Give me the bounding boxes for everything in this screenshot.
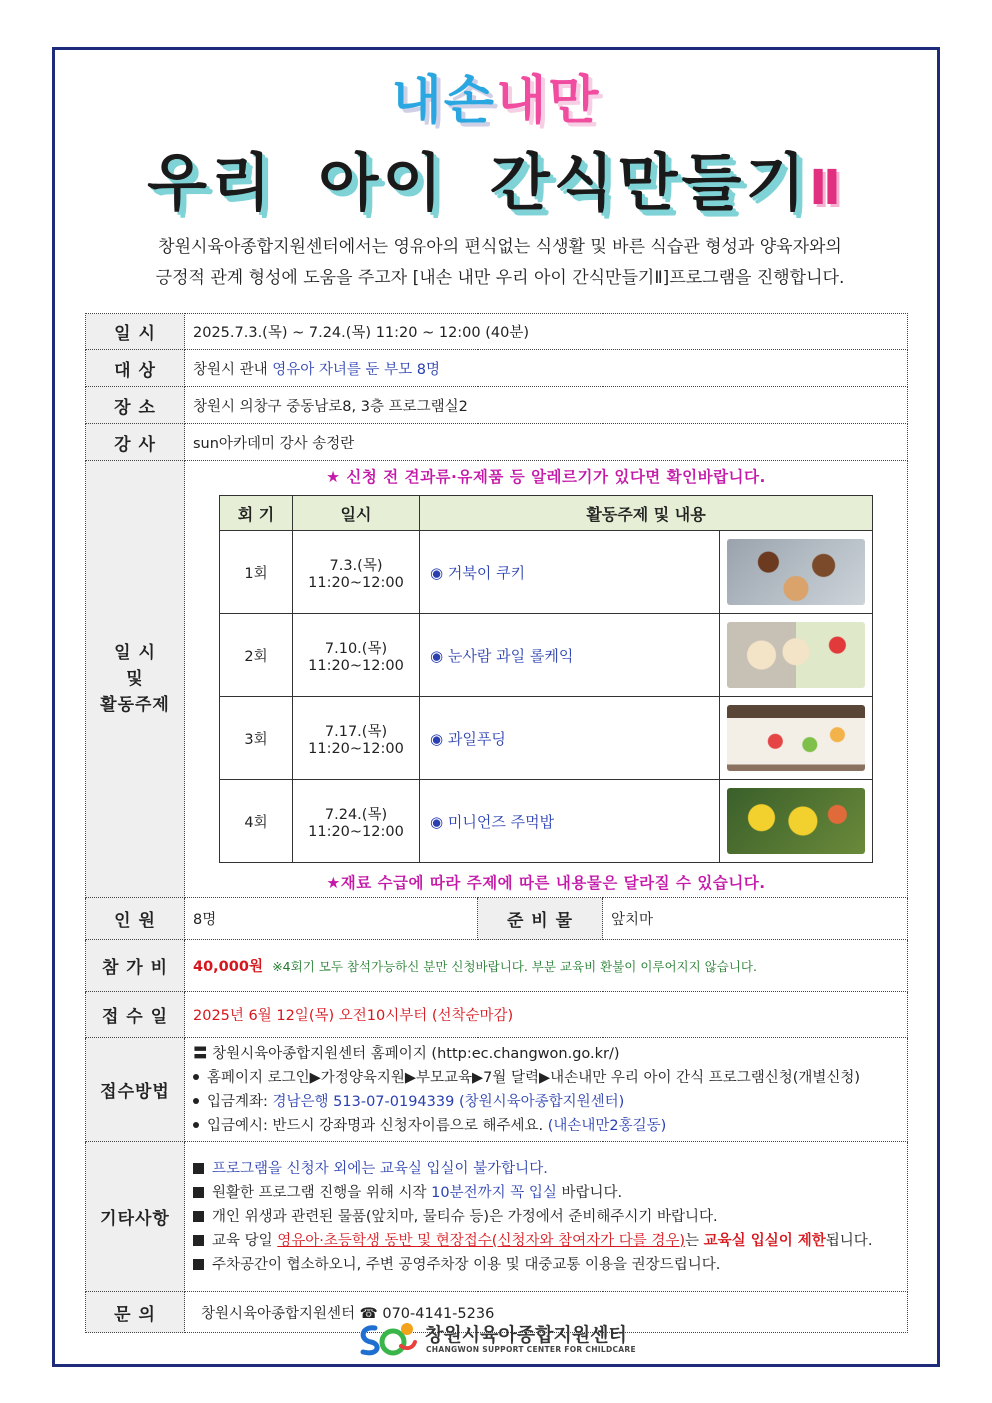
header-datetime: 일시: [293, 496, 420, 531]
table-row: [220, 697, 873, 780]
capacity-value: 8명: [185, 898, 478, 940]
session-topic: ◉ 눈사람 과일 롤케익: [420, 614, 720, 697]
capacity-label: 인 원: [86, 898, 185, 940]
intro-line-1: 창원시육아종합지원센터에서는 영유아의 편식없는 식생활 및 바른 식습관 형성과 양육자와의: [158, 237, 842, 257]
minions-rice-ball-photo: [727, 788, 865, 854]
place-value: 창원시 의창구 중동남로8, 3층 프로그램실2: [185, 387, 908, 424]
date-label: 일 시: [86, 314, 185, 350]
intro-line-2: 긍정적 관계 형성에 도움을 주고자 [내손 내만 우리 아이 간식만들기Ⅱ]프로그램을 진행합니다.: [155, 268, 845, 288]
account-line: 입금계좌: 경남은행 513-07-0194339 (창원시육아종합지원센터): [193, 1090, 899, 1114]
session-datetime: 7.24.(목) 11:20~12:00: [293, 780, 420, 863]
date-value: 2025.7.3.(목) ~ 7.24.(목) 11:20 ~ 12:00 (40분): [185, 314, 908, 350]
session-number: 2회: [220, 614, 293, 697]
reception-value: 2025년 6월 12일(목) 오전10시부터 (선착순마감): [185, 992, 908, 1038]
fruit-pudding-photo: [727, 705, 865, 771]
table-row: [220, 531, 873, 614]
footer-org-name: 창원시육아종합지원센터: [425, 1324, 627, 1346]
method-value: [185, 1038, 908, 1142]
contact-label: 문 의: [86, 1292, 185, 1333]
center-logo-icon: [355, 1320, 419, 1358]
snowman-roll-cake-photo: [727, 622, 865, 688]
session-datetime: 7.3.(목) 11:20~12:00: [293, 531, 420, 614]
header-topic: 활동주제 및 내용: [420, 496, 873, 531]
session-topic: ◉ 미니언즈 주먹밥: [420, 780, 720, 863]
session-topic: ◉ 과일푸딩: [420, 697, 720, 780]
turtle-cookie-photo: [727, 539, 865, 605]
session-number: 4회: [220, 780, 293, 863]
prep-label: 준 비 물: [478, 898, 603, 940]
intro-text: [70, 232, 930, 294]
place-label: 장 소: [86, 387, 185, 424]
footer-org-english: CHANGWON SUPPORT CENTER FOR CHILDCARE: [426, 1345, 636, 1354]
header-session: 회 기: [220, 496, 293, 531]
etc-item: 개인 위생과 관련된 물품(앞치마, 물티슈 등)은 가정에서 준비해주시기 바랍니다.: [193, 1205, 899, 1229]
lecturer-label: 강 사: [86, 424, 185, 461]
etc-item: 주차공간이 협소하오니, 주변 공영주차장 이용 및 대중교통 이용을 권장드립니다.: [193, 1253, 899, 1277]
etc-item: 원활한 프로그램 진행을 위해 시작 10분전까지 꼭 입실 바랍니다.: [193, 1181, 899, 1205]
program-info-table: [85, 313, 908, 1333]
fee-value: 40,000원 ※4회기 모두 참석가능하신 분만 신청바랍니다. 부분 교육비 환불이 이루어지지 않습니다.: [185, 940, 908, 992]
target-label: 대 상: [86, 350, 185, 387]
target-value: 창원시 관내 영유아 자녀를 둔 부모 8명: [185, 350, 908, 387]
table-row: [220, 780, 873, 863]
method-label: 접수방법: [86, 1038, 185, 1142]
allergy-notice: ★ 신청 전 견과류·유제품 등 알레르기가 있다면 확인바랍니다.: [326, 468, 766, 486]
title-roman-numeral: Ⅱ: [809, 160, 845, 216]
prep-value: 앞치마: [603, 898, 908, 940]
session-datetime: 7.17.(목) 11:20~12:00: [293, 697, 420, 780]
footer: [355, 1320, 655, 1360]
apply-path-line: 홈페이지 로그인▶가정양육지원▶부모교육▶7월 달력▶내손내만 우리 아이 간식 프로그램신청(개별신청): [193, 1066, 899, 1090]
deposit-example-line: 입금예시: 반드시 강좌명과 신청자이름으로 해주세요. (내손내만2홍길동): [193, 1114, 899, 1138]
schedule-label: 일 시 및 활동주제: [86, 461, 185, 898]
etc-value: [185, 1142, 908, 1292]
session-datetime: 7.10.(목) 11:20~12:00: [293, 614, 420, 697]
homepage-line: 〓 창원시육아종합지원센터 홈페이지 (http:ec.changwon.go.kr/): [193, 1045, 620, 1062]
session-number: 1회: [220, 531, 293, 614]
schedule-cell: [185, 461, 908, 898]
contact-value: 창원시육아종합지원센터 ☎ 070-4141-5236: [185, 1292, 908, 1333]
etc-item: 교육 당일 영유아·초등학생 동반 및 현장접수(신청자와 참여자가 다를 경우)는 교육실 입실이 제한됩니다.: [193, 1229, 899, 1253]
session-number: 3회: [220, 697, 293, 780]
ingredient-notice: ★재료 수급에 따라 주제에 따른 내용물은 달라질 수 있습니다.: [326, 874, 766, 892]
lecturer-value: sun아카데미 강사 송정란: [185, 424, 908, 461]
title-brand: 내손내만: [391, 71, 601, 131]
etc-item: 프로그램을 신청자 외에는 교육실 입실이 불가합니다.: [193, 1157, 899, 1181]
table-row: [220, 614, 873, 697]
page-title: 우리 아이 간식만들기Ⅱ: [147, 146, 845, 219]
reception-label: 접 수 일: [86, 992, 185, 1038]
schedule-table: [219, 495, 873, 863]
session-topic: ◉ 거북이 쿠키: [420, 531, 720, 614]
etc-label: 기타사항: [86, 1142, 185, 1292]
fee-label: 참 가 비: [86, 940, 185, 992]
